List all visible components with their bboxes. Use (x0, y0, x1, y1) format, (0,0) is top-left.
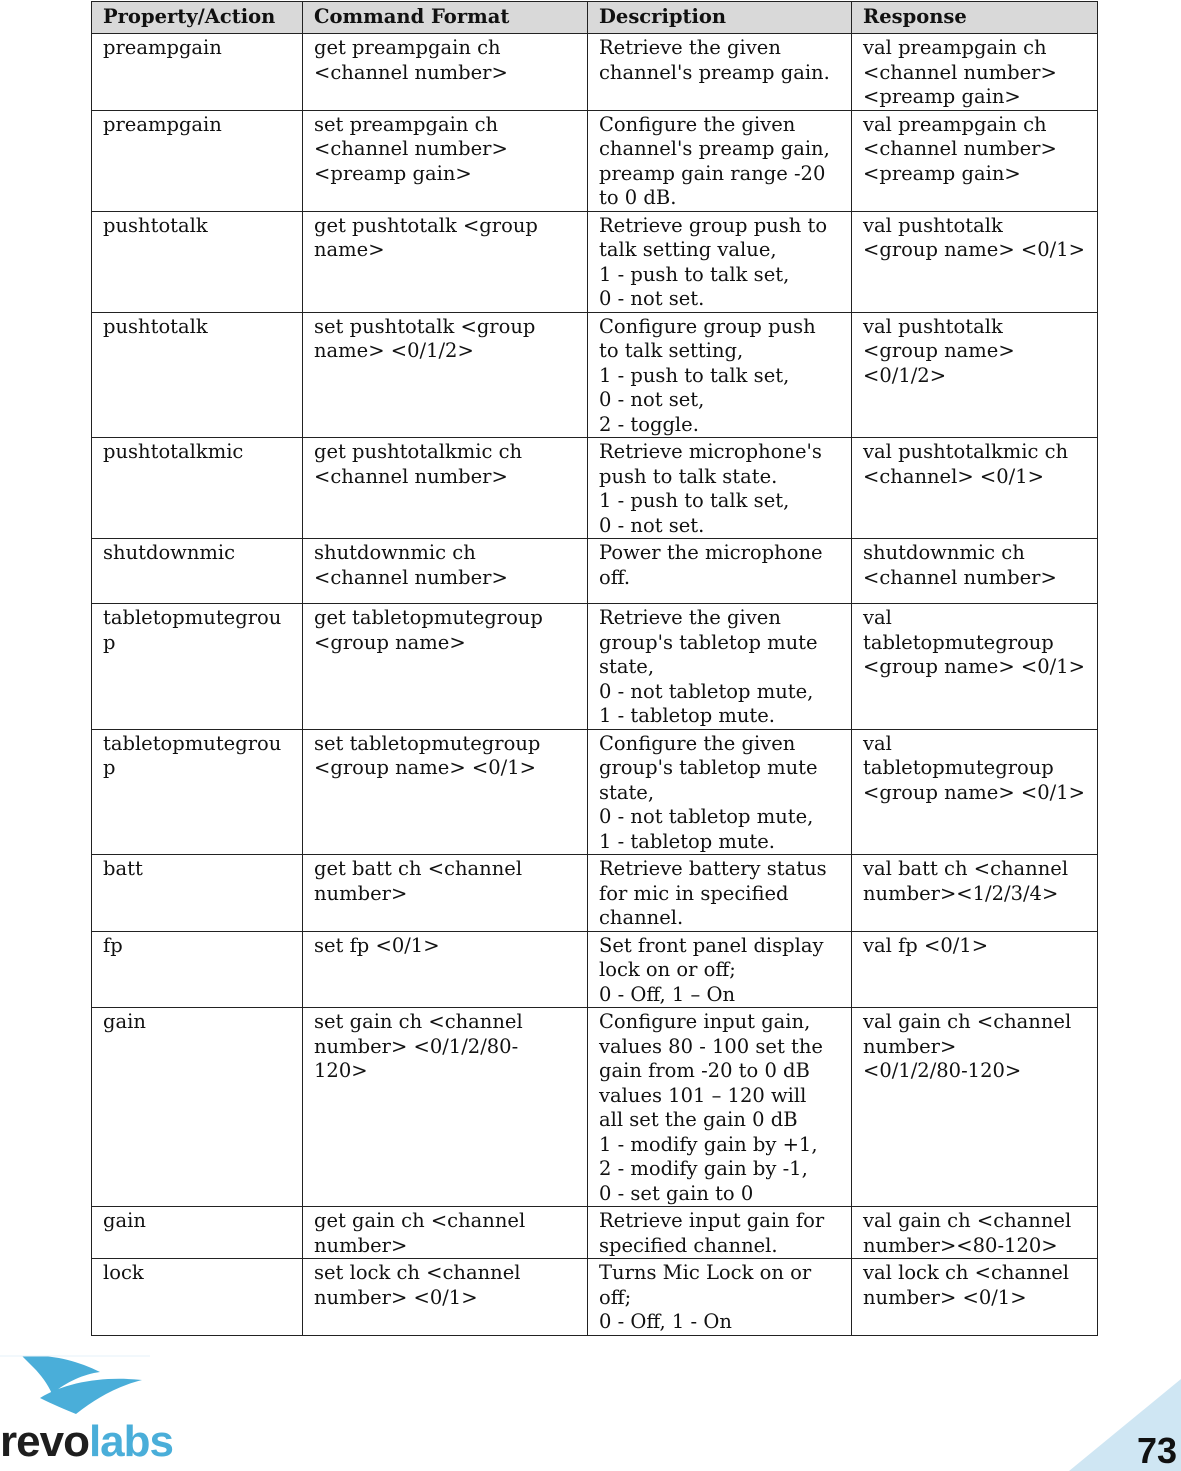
table-row (92, 931, 1098, 1008)
header-response: Response (852, 2, 1098, 34)
property-cell: lock (92, 1259, 303, 1336)
description-cell: Retrieve input gain for specified channel. (588, 1207, 852, 1259)
table-row (92, 729, 1098, 855)
property-cell: shutdownmic (92, 539, 303, 604)
property-cell: fp (92, 931, 303, 1008)
description-cell: Configure the given channel's preamp gain, preamp gain range -20 to 0 dB. (588, 110, 852, 211)
command-cell: shutdownmic ch <channel number> (303, 539, 588, 604)
table-row (92, 539, 1098, 604)
command-cell: get pushtotalk <group name> (303, 211, 588, 312)
description-cell: Retrieve the given group's tabletop mute state, 0 - not tabletop mute, 1 - tabletop mute. (588, 604, 852, 730)
command-cell: get tabletopmutegroup <group name> (303, 604, 588, 730)
command-cell: get pushtotalkmic ch <channel number> (303, 438, 588, 539)
description-cell: Retrieve the given channel's preamp gain. (588, 34, 852, 111)
page-number: 73 (1136, 1430, 1177, 1471)
response-cell: val tabletopmutegroup <group name> <0/1> (852, 729, 1098, 855)
table-row (92, 34, 1098, 111)
command-cell: set gain ch <channel number> <0/1/2/80- 120> (303, 1008, 588, 1207)
property-cell: gain (92, 1207, 303, 1259)
header-command-format: Command Format (303, 2, 588, 34)
description-cell: Set front panel display lock on or off; 0 - Off, 1 – On (588, 931, 852, 1008)
description-cell: Retrieve group push to talk setting value, 1 - push to talk set, 0 - not set. (588, 211, 852, 312)
table-row (92, 604, 1098, 730)
command-cell: set fp <0/1> (303, 931, 588, 1008)
response-cell: val preampgain ch <channel number> <preamp gain> (852, 110, 1098, 211)
property-cell: pushtotalk (92, 211, 303, 312)
property-cell: preampgain (92, 34, 303, 111)
logo-text-labs: labs (88, 1417, 173, 1466)
command-cell: set tabletopmutegroup <group name> <0/1> (303, 729, 588, 855)
revolabs-logo-text (0, 1418, 173, 1466)
logo-text-revo: revo (0, 1417, 89, 1466)
command-cell: get batt ch <channel number> (303, 855, 588, 932)
command-cell: set preampgain ch <channel number> <preamp gain> (303, 110, 588, 211)
table-row (92, 1207, 1098, 1259)
header-description: Description (588, 2, 852, 34)
property-cell: gain (92, 1008, 303, 1207)
response-cell: val pushtotalkmic ch <channel> <0/1> (852, 438, 1098, 539)
response-cell: shutdownmic ch <channel number> (852, 539, 1098, 604)
table-row (92, 1008, 1098, 1207)
table-row (92, 211, 1098, 312)
property-cell: batt (92, 855, 303, 932)
response-cell: val pushtotalk <group name> <0/1> (852, 211, 1098, 312)
response-cell: val gain ch <channel number><80-120> (852, 1207, 1098, 1259)
property-cell: pushtotalkmic (92, 438, 303, 539)
description-cell: Power the microphone off. (588, 539, 852, 604)
command-cell: set pushtotalk <group name> <0/1/2> (303, 312, 588, 438)
command-table (91, 1, 1098, 1336)
table-row (92, 1259, 1098, 1336)
property-cell: pushtotalk (92, 312, 303, 438)
table-row (92, 110, 1098, 211)
table-row (92, 312, 1098, 438)
description-cell: Retrieve microphone's push to talk state. 1 - push to talk set, 0 - not set. (588, 438, 852, 539)
description-cell: Turns Mic Lock on or off; 0 - Off, 1 - On (588, 1259, 852, 1336)
command-cell: get preampgain ch <channel number> (303, 34, 588, 111)
property-cell: preampgain (92, 110, 303, 211)
response-cell: val pushtotalk <group name> <0/1/2> (852, 312, 1098, 438)
description-cell: Configure group push to talk setting, 1 - push to talk set, 0 - not set, 2 - toggle. (588, 312, 852, 438)
table-row (92, 438, 1098, 539)
table-row (92, 855, 1098, 932)
description-cell: Configure input gain, values 80 - 100 set the gain from -20 to 0 dB values 101 – 120 will all set the gain 0 dB 1 - modify gain by +1, 2 - modify gain by -1, 0 - set gain to 0 (588, 1008, 852, 1207)
command-cell: get gain ch <channel number> (303, 1207, 588, 1259)
header-property-action: Property/Action (92, 2, 303, 34)
description-cell: Configure the given group's tabletop mute state, 0 - not tabletop mute, 1 - tabletop mute. (588, 729, 852, 855)
table-header-row (92, 2, 1098, 34)
response-cell: val lock ch <channel number> <0/1> (852, 1259, 1098, 1336)
property-cell: tabletopmutegroup (92, 729, 303, 855)
description-cell: Retrieve battery status for mic in specified channel. (588, 855, 852, 932)
response-cell: val tabletopmutegroup <group name> <0/1> (852, 604, 1098, 730)
response-cell: val preampgain ch <channel number> <preamp gain> (852, 34, 1098, 111)
response-cell: val batt ch <channel number><1/2/3/4> (852, 855, 1098, 932)
response-cell: val fp <0/1> (852, 931, 1098, 1008)
command-cell: set lock ch <channel number> <0/1> (303, 1259, 588, 1336)
property-cell: tabletopmutegroup (92, 604, 303, 730)
response-cell: val gain ch <channel number> <0/1/2/80-120> (852, 1008, 1098, 1207)
